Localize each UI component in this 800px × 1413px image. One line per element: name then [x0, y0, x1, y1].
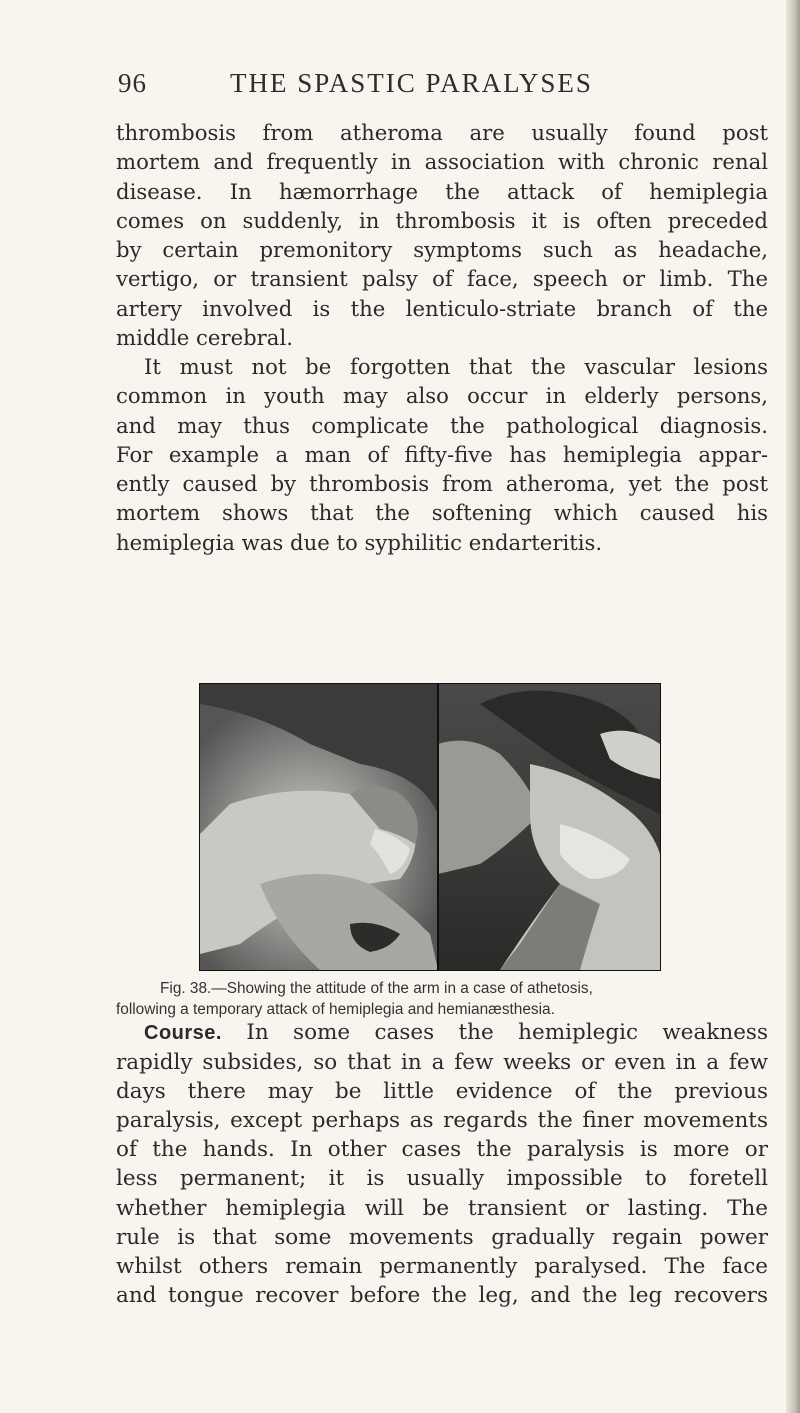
page-number: 96: [118, 68, 147, 98]
text-line: For example a man of fifty-five has hemiplegia appar-: [116, 441, 768, 467]
text-line: comes on suddenly, in thrombosis it is often preceded: [116, 207, 768, 233]
text-line: paralysis, except perhaps as regards the finer movements: [116, 1108, 768, 1134]
text-line: middle cerebral.: [116, 325, 293, 351]
caption-line: Fig. 38.—Showing the attitude of the arm in a case of athetosis,: [160, 980, 593, 997]
text-line: days there may be little evidence of the previous: [116, 1079, 768, 1105]
text-line: artery involved is the lenticulo-striate branch of the: [116, 295, 768, 321]
text-line: ently caused by thrombosis from atheroma, yet the post: [116, 471, 768, 497]
text-fragment: In some cases the hemiplegic weakness: [246, 1020, 768, 1045]
text-line: whether hemiplegia will be transient or lasting. The: [116, 1195, 768, 1221]
text-line: [116, 1018, 768, 1048]
text-line: disease. In hæmorrhage the attack of hemiplegia: [116, 178, 768, 204]
text-line: and may thus complicate the pathological diagnosis.: [116, 412, 768, 438]
text-line: It must not be forgotten that the vascular lesions: [144, 354, 768, 379]
figure-photograph: [199, 683, 661, 971]
paragraph-1: [116, 118, 768, 352]
text-line: thrombosis from atheroma are usually found post: [116, 120, 768, 145]
page-edge: [786, 0, 800, 1413]
text-line: less permanent; it is usually impossible to foretell: [116, 1166, 768, 1192]
text-line: and tongue recover before the leg, and the leg recovers: [116, 1282, 768, 1308]
text-line: mortem shows that the softening which caused his: [116, 500, 768, 526]
figure-caption: [116, 978, 768, 1020]
paragraph-3: [116, 1018, 768, 1310]
section-heading: Course.: [144, 1022, 222, 1044]
chapter-title: THE SPASTIC PARALYSES: [230, 68, 593, 98]
text-line: by certain premonitory symptoms such as headache,: [116, 237, 768, 263]
caption-line: following a temporary attack of hemiplegia and hemianæsthesia.: [116, 1001, 555, 1018]
text-line: whilst others remain permanently paralysed. The face: [116, 1253, 768, 1279]
running-header: [118, 68, 678, 108]
text-line: vertigo, or transient palsy of face, speech or limb. The: [116, 266, 768, 292]
text-line: rule is that some movements gradually regain power: [116, 1224, 768, 1250]
text-line: hemiplegia was due to syphilitic endarteritis.: [116, 529, 603, 555]
paragraph-2: [116, 352, 768, 557]
text-line: mortem and frequently in association with chronic renal: [116, 149, 768, 175]
photograph-image: [200, 684, 660, 970]
text-line: rapidly subsides, so that in a few weeks or even in a few: [116, 1050, 768, 1076]
text-line: of the hands. In other cases the paralysis is more or: [116, 1137, 768, 1163]
text-line: common in youth may also occur in elderly persons,: [116, 383, 768, 409]
